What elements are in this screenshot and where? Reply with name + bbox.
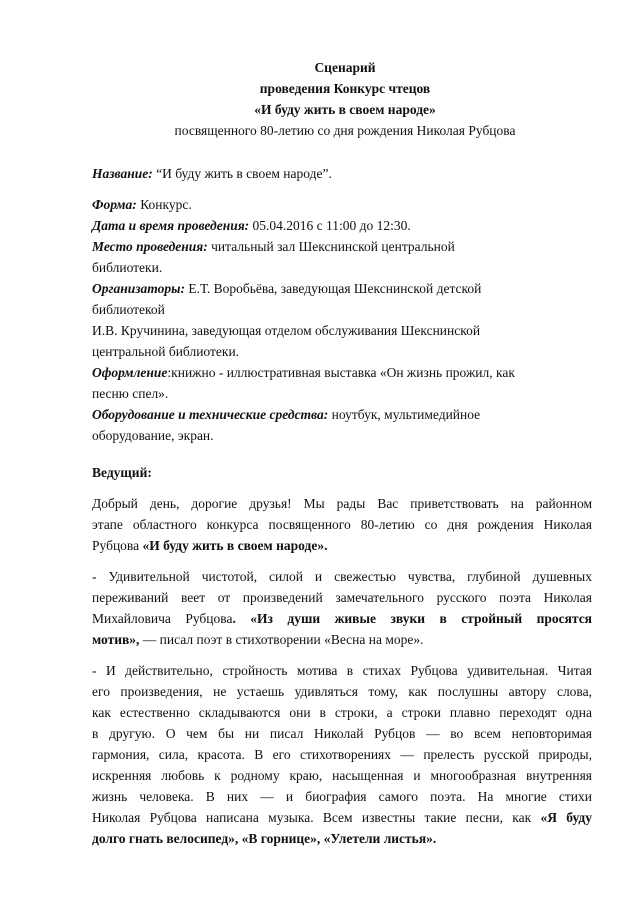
info-datetime-row <box>92 215 592 236</box>
event-info <box>92 163 592 446</box>
design-label: Оформление <box>92 365 168 380</box>
paragraph-1 <box>92 493 592 556</box>
p3-line-1: - И действительно, стройность мотива в стихах Рубцова удивительная. Читая <box>92 663 592 678</box>
p1-line-3-bold: «И буду жить в своем народе». <box>142 538 328 553</box>
p3-line-8 <box>92 807 592 828</box>
datetime-value: 05.04.2016 с 11:00 до 12:30. <box>249 218 411 233</box>
p2-line-4 <box>92 629 592 650</box>
org-value: Е.Т. Воробьёва, заведующая Шекснинской детской <box>184 281 482 296</box>
p3-line-8-text: Николая Рубцова написана музыка. Всем известны такие песни, как <box>92 810 541 825</box>
p1-line-3 <box>92 535 592 556</box>
p3-line-9: долго гнать велосипед», «В горнице», «Улетели листья». <box>92 831 437 846</box>
p3-line-5: гармония, сила, красота. В его стихотворениях — прелесть русской природы, <box>92 747 592 762</box>
name-value: “И буду жить в своем народе”. <box>152 166 332 181</box>
info-org-row-3: И.В. Кручинина, заведующая отделом обслуживания Шекснинской <box>92 323 481 338</box>
p3-line-8-bold: «Я буду <box>540 810 592 825</box>
p2-line-4-bold: мотив», <box>92 632 140 647</box>
info-place-row <box>92 236 592 257</box>
equip-value: ноутбук, мультимедийное <box>328 407 481 422</box>
p2-line-3-bold: . «Из души живые звуки в стройный просятся <box>232 611 592 626</box>
datetime-label: Дата и время проведения: <box>92 218 250 233</box>
dedication-line: посвященного 80-летию со дня рождения Николая Рубцова <box>174 123 516 138</box>
p3-line-2: его произведения, не устаешь удивляться тому, как послушны автору слова, <box>92 684 592 699</box>
host-label: Ведущий: <box>92 465 152 480</box>
paragraph-2 <box>92 566 592 650</box>
info-design-row-2: песню спел». <box>92 386 169 401</box>
equip-label: Оборудование и технические средства: <box>92 407 329 422</box>
place-value: читальный зал Шекснинской центральной <box>207 239 455 254</box>
info-equip-row <box>92 404 592 425</box>
p3-line-3: как естественно складываются они в строки, а строки плавно переходят одна <box>92 705 592 720</box>
p2-line-2: переживаний веет от произведений замечательного русского поэта Николая <box>92 590 592 605</box>
p1-line-1: Добрый день, дорогие друзья! Мы рады Вас приветствовать на районном <box>92 496 592 511</box>
p2-line-4-text: — писал поэт в стихотворении «Весна на море». <box>139 632 424 647</box>
scenario-body <box>92 462 592 849</box>
info-place-row-2: библиотеки. <box>92 260 163 275</box>
p3-line-7: жизнь человека. В них — и биография самого поэта. На многие стихи <box>92 789 592 804</box>
info-name-row <box>92 163 592 184</box>
event-title: «И буду жить в своем народе» <box>254 102 436 117</box>
place-label: Место проведения: <box>92 239 208 254</box>
p1-line-2: этапе областного конкурса посвященного 80-летию со дня рождения Николая <box>92 517 592 532</box>
info-org-row-4: центральной библиотеки. <box>92 344 240 359</box>
doc-subtitle: проведения Конкурс чтецов <box>259 81 431 96</box>
form-value: Конкурс. <box>136 197 192 212</box>
info-org-row <box>92 278 592 299</box>
p2-line-3-text: Михайловича Рубцова <box>92 611 233 626</box>
info-org-row-2: библиотекой <box>92 302 165 317</box>
name-label: Название: <box>92 166 153 181</box>
paragraph-3 <box>92 660 592 849</box>
p2-line-1: - Удивительной чистотой, силой и свежестью чувства, глубиной душевных <box>92 569 592 584</box>
doc-title: Сценарий <box>314 60 376 75</box>
form-label: Форма: <box>92 197 137 212</box>
org-label: Организаторы: <box>92 281 185 296</box>
p1-line-3-text: Рубцова <box>92 538 143 553</box>
document-header <box>60 57 630 141</box>
info-equip-row-2: оборудование, экран. <box>92 428 214 443</box>
info-form-row <box>92 194 592 215</box>
design-value: :книжно - иллюстративная выставка «Он жизнь прожил, как <box>167 365 515 380</box>
p3-line-4: в другую. О чем бы ни писал Николай Рубцов — во всем неповторимая <box>92 726 592 741</box>
p3-line-6: искренняя любовь к родному краю, насыщенная и многообразная внутренняя <box>92 768 592 783</box>
info-design-row <box>92 362 592 383</box>
p2-line-3 <box>92 608 592 629</box>
